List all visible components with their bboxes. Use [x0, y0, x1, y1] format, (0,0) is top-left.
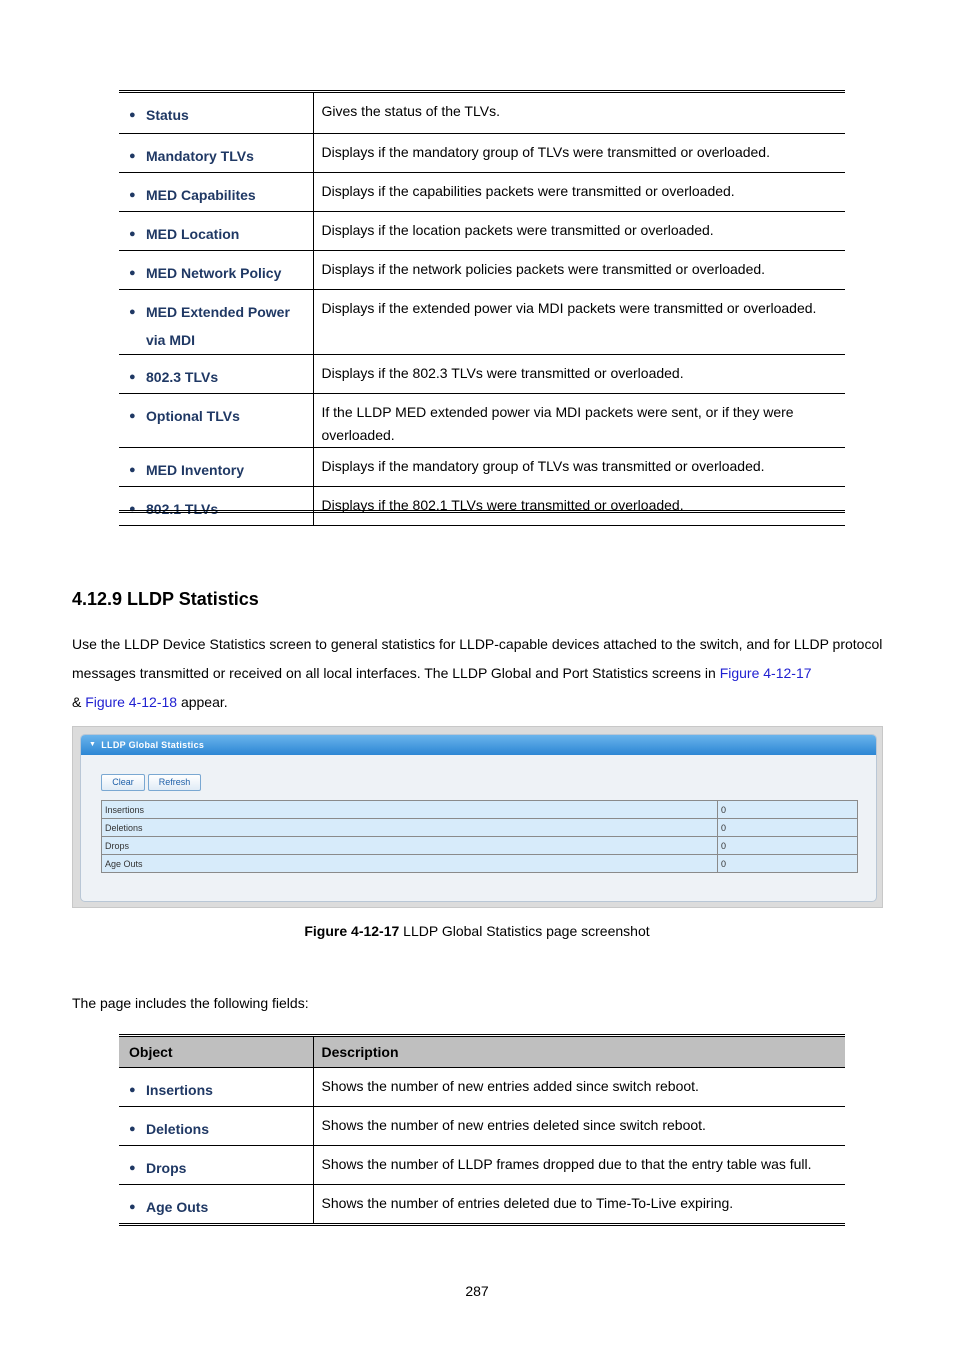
object-label: Insertions [146, 1081, 213, 1098]
statistics-table [101, 800, 858, 873]
description-cell: Displays if the capabilities packets were transmitted or overloaded. [313, 172, 845, 211]
object-label: Deletions [146, 1120, 210, 1137]
intro-text-3: appear. [177, 694, 228, 710]
statistics-panel [80, 734, 877, 902]
refresh-button[interactable]: Refresh [148, 774, 201, 791]
object-label: Optional TLVs [146, 407, 240, 424]
object-cell [119, 172, 313, 211]
table-row [119, 289, 845, 354]
description-cell: Shows the number of new entries added since switch reboot. [313, 1067, 845, 1106]
bullet-icon: ● [129, 409, 136, 422]
description-cell: Shows the number of new entries deleted since switch reboot. [313, 1106, 845, 1145]
description-cell: Displays if the mandatory group of TLVs were transmitted or overloaded. [313, 133, 845, 172]
object-label: Age Outs [146, 1198, 209, 1215]
intro-paragraph [72, 630, 892, 717]
bullet-icon: ● [129, 1122, 136, 1135]
table-row [119, 447, 845, 486]
bullet-icon: ● [129, 305, 136, 318]
table-row [119, 1106, 845, 1145]
object-label: 802.3 TLVs [146, 368, 219, 385]
table-row [102, 855, 858, 873]
collapse-triangle-icon[interactable]: ▼ [89, 741, 97, 748]
figure-number: Figure 4-12-17 [304, 923, 400, 939]
bullet-icon: ● [129, 1083, 136, 1096]
fields-table [119, 1037, 845, 1224]
object-cell [119, 354, 313, 393]
bullet-icon: ● [129, 463, 136, 476]
object-cell [119, 1145, 313, 1184]
table-row [119, 133, 845, 172]
fields-intro: The page includes the following fields: [72, 995, 309, 1011]
table-row [119, 354, 845, 393]
description-cell: Displays if the 802.1 TLVs were transmitted or overloaded. [313, 486, 845, 525]
clear-button[interactable]: Clear [101, 774, 145, 791]
object-cell [119, 250, 313, 289]
object-label: Drops [146, 1159, 187, 1176]
table-row [119, 93, 845, 133]
stat-label: Age Outs [102, 855, 718, 873]
description-cell: Displays if the location packets were transmitted or overloaded. [313, 211, 845, 250]
stat-value: 0 [718, 837, 858, 855]
intro-text-2: & [72, 694, 86, 710]
stat-value: 0 [718, 801, 858, 819]
table-row [119, 393, 845, 447]
bullet-icon: ● [129, 1161, 136, 1174]
table-row [119, 486, 845, 525]
description-cell: Displays if the mandatory group of TLVs was transmitted or overloaded. [313, 447, 845, 486]
object-label: MED Extended Power via MDI [146, 303, 290, 348]
lldp-global-statistics-screenshot [72, 726, 883, 908]
object-cell [119, 289, 313, 354]
bullet-icon: ● [129, 188, 136, 201]
top-table-bottom-rule [119, 510, 845, 513]
table-row [102, 837, 858, 855]
object-cell [119, 1067, 313, 1106]
object-label: MED Inventory [146, 461, 245, 478]
object-label: MED Network Policy [146, 264, 282, 281]
bullet-icon: ● [129, 266, 136, 279]
table-header-row [119, 1037, 845, 1067]
bullet-icon: ● [129, 149, 136, 162]
object-cell [119, 393, 313, 447]
stat-value: 0 [718, 819, 858, 837]
stat-label: Drops [102, 837, 718, 855]
description-cell: Displays if the network policies packets were transmitted or overloaded. [313, 250, 845, 289]
object-label: Status [146, 107, 189, 123]
stat-label: Insertions [102, 801, 718, 819]
panel-title: LLDP Global Statistics [101, 740, 205, 750]
table-row [119, 211, 845, 250]
table-row [119, 250, 845, 289]
object-label: MED Capabilites [146, 186, 256, 203]
object-cell [119, 93, 313, 133]
bullet-icon: ● [129, 109, 136, 121]
object-label: 802.1 TLVs [146, 500, 219, 517]
stat-label: Deletions [102, 819, 718, 837]
header-object: Object [119, 1037, 313, 1067]
table-row [119, 1184, 845, 1223]
object-cell [119, 1184, 313, 1223]
bullet-icon: ● [129, 1200, 136, 1213]
table-row [119, 172, 845, 211]
bullet-icon: ● [129, 502, 136, 515]
object-cell [119, 1106, 313, 1145]
figure-caption [0, 923, 954, 939]
table-row [119, 1067, 845, 1106]
figure-link-18[interactable]: Figure 4-12-18 [85, 694, 178, 710]
stat-value: 0 [718, 855, 858, 873]
description-cell: If the LLDP MED extended power via MDI packets were sent, or if they were overloaded. [313, 393, 845, 447]
header-description: Description [313, 1037, 845, 1067]
description-cell: Shows the number of LLDP frames dropped due to that the entry table was full. [313, 1145, 845, 1184]
description-cell: Displays if the extended power via MDI packets were transmitted or overloaded. [313, 289, 845, 354]
description-cell: Displays if the 802.3 TLVs were transmitted or overloaded. [313, 354, 845, 393]
object-cell [119, 486, 313, 525]
bullet-icon: ● [129, 370, 136, 383]
table-row [119, 1145, 845, 1184]
object-label: Mandatory TLVs [146, 147, 254, 164]
description-cell: Gives the status of the TLVs. [313, 93, 845, 133]
object-cell [119, 133, 313, 172]
description-cell: Shows the number of entries deleted due to Time-To-Live expiring. [313, 1184, 845, 1223]
table-row [102, 801, 858, 819]
intro-text-1: Use the LLDP Device Statistics screen to general statistics for LLDP-capable devices attached to the switch, and for LLDP protocol messages transmitted or received on all local interfaces. The LLDP Global and Port Statistics screens in [72, 636, 883, 681]
object-cell [119, 211, 313, 250]
page-number: 287 [465, 1283, 489, 1299]
object-label: MED Location [146, 225, 240, 242]
figure-link-17[interactable]: Figure 4-12-17 [719, 665, 812, 681]
fields-table-bottom-rule [119, 1223, 845, 1226]
panel-header[interactable] [81, 735, 876, 755]
object-cell [119, 447, 313, 486]
table-row [102, 819, 858, 837]
figure-caption-text: LLDP Global Statistics page screenshot [399, 923, 650, 939]
tlv-status-table [119, 93, 845, 526]
section-heading: 4.12.9 LLDP Statistics [72, 589, 259, 609]
bullet-icon: ● [129, 227, 136, 240]
